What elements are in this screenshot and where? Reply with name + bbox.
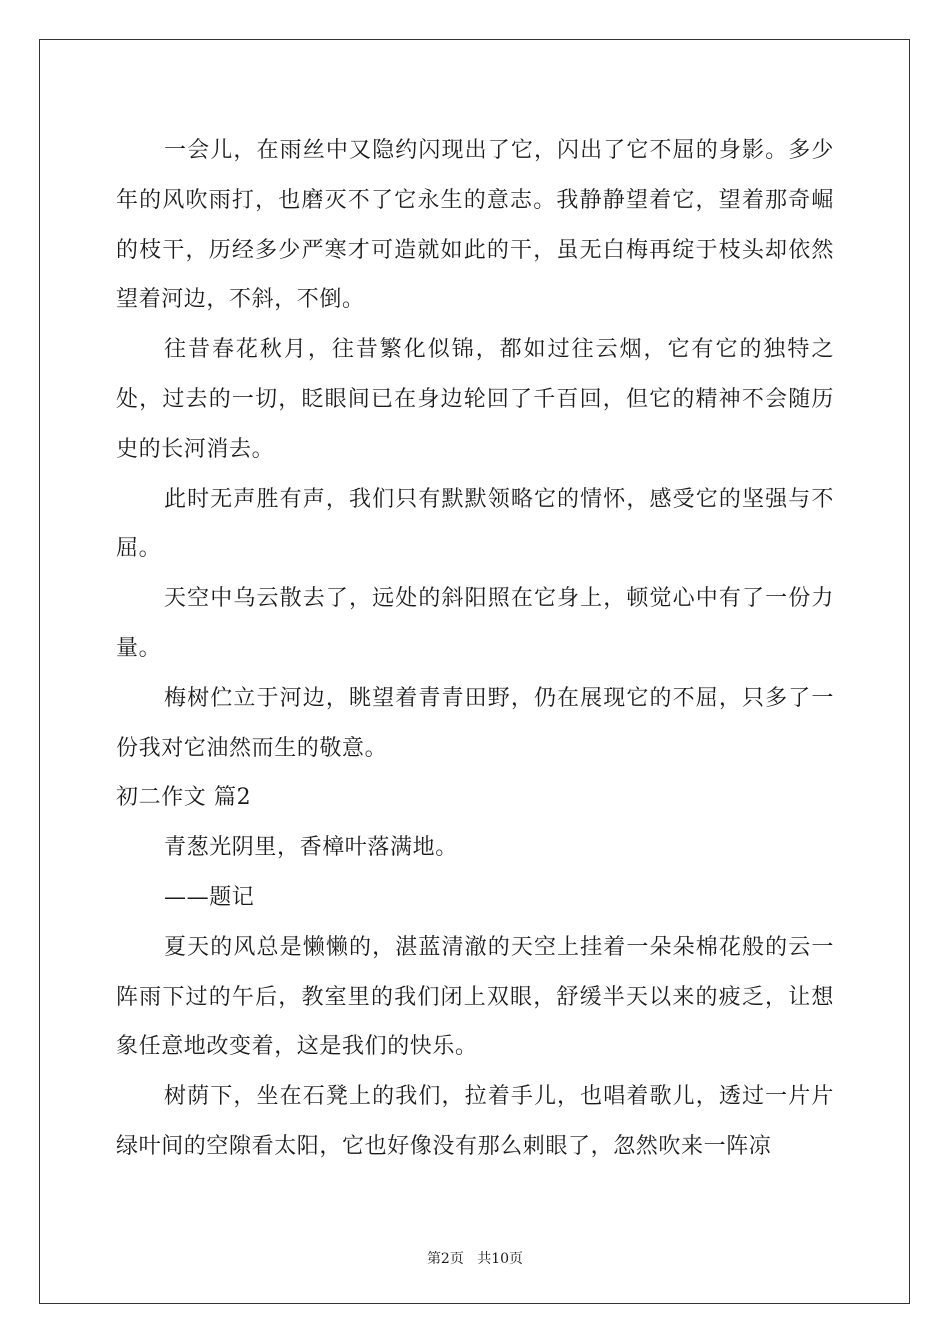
epigraph-attribution: ——题记 xyxy=(164,884,255,910)
paragraph: 天空中乌云散去了，远处的斜阳照在它身上，顿觉心中有了一份力量。 xyxy=(116,586,834,661)
section-heading: 初二作文 篇2 xyxy=(116,785,252,811)
paragraph: 青葱光阴里，香樟叶落满地。 xyxy=(164,835,458,861)
paragraph: 树荫下，坐在石凳上的我们，拉着手儿，也唱着歌儿，透过一片片绿叶间的空隙看太阳，它也好像没有那么刺眼了，忽然吹来一阵凉 xyxy=(116,1084,834,1159)
document-body xyxy=(116,126,834,1172)
paragraph: 此时无声胜有声，我们只有默默领略它的情怀，感受它的坚强与不屈。 xyxy=(116,486,834,562)
paragraph: 夏天的风总是懒懒的，湛蓝清澈的天空上挂着一朵朵棉花般的云一阵雨下过的午后，教室里的我们闭上双眼，舒缓半天以来的疲乏，让想象任意地改变着，这是我们的快乐。 xyxy=(116,934,834,1060)
paragraph: 往昔春花秋月，往昔繁化似锦，都如过往云烟，它有它的独特之处，过去的一切，眨眼间已在身边轮回了千百回，但它的精神不会随历史的长河消去。 xyxy=(116,337,834,462)
paragraph: 一会儿，在雨丝中又隐约闪现出了它，闪出了它不屈的身影。多少年的风吹雨打，也磨灭不了它永生的意志。我静静望着它，望着那奇崛的枝干，历经多少严寒才可造就如此的干，虽无白梅再绽于枝头却依然望着河边，不斜，不倒。 xyxy=(116,138,834,313)
page-footer xyxy=(0,1248,950,1268)
paragraph: 梅树伫立于河边，眺望着青青田野，仍在展现它的不屈，只多了一份我对它油然而生的敬意。 xyxy=(116,685,834,761)
page-total: 共10页 xyxy=(477,1251,524,1267)
page-number: 第2页 xyxy=(426,1251,464,1267)
